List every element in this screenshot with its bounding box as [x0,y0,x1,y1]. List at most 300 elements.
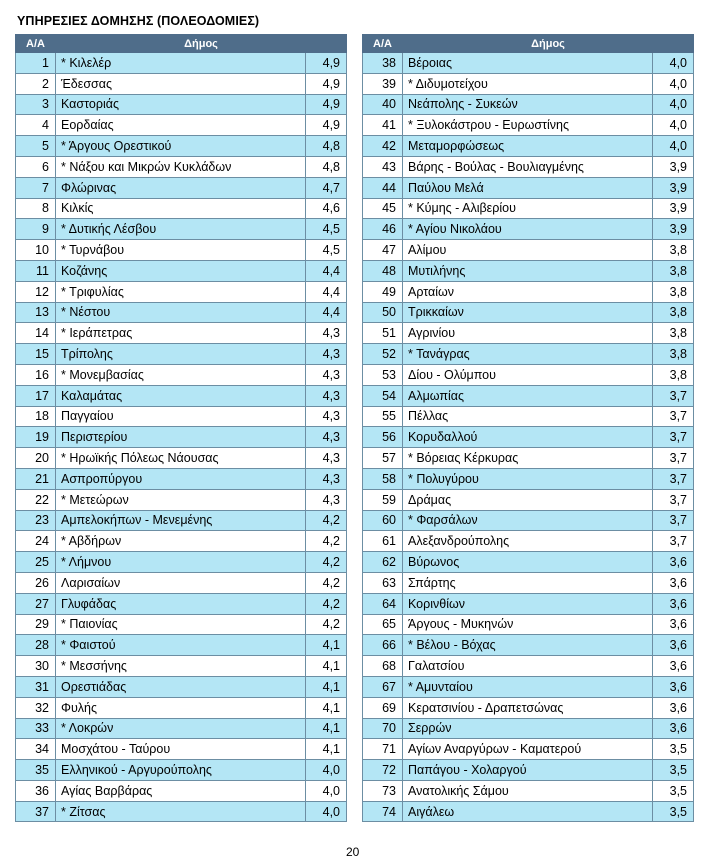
row-number-cell: 18 [16,406,56,427]
score-cell: 3,9 [653,156,694,177]
row-number-cell: 7 [16,177,56,198]
score-cell: 4,8 [306,156,347,177]
municipality-name-cell: Σερρών [403,718,653,739]
table-body-right [363,53,694,822]
table-row [16,552,347,573]
table-row [363,73,694,94]
municipality-name-cell: * Ηρωϊκής Πόλεως Νάουσας [56,448,306,469]
row-number-cell: 61 [363,531,403,552]
row-number-cell: 20 [16,448,56,469]
table-row [16,448,347,469]
row-number-cell: 23 [16,510,56,531]
row-number-cell: 17 [16,385,56,406]
row-number-cell: 45 [363,198,403,219]
row-number-cell: 39 [363,73,403,94]
score-cell: 3,7 [653,468,694,489]
score-cell: 4,5 [306,240,347,261]
score-cell: 4,3 [306,344,347,365]
table-row [16,635,347,656]
table-row [363,136,694,157]
score-cell: 4,2 [306,510,347,531]
municipality-name-cell: * Ξυλοκάστρου - Ευρωστίνης [403,115,653,136]
score-cell: 4,1 [306,676,347,697]
municipality-name-cell: Αλεξανδρούπολης [403,531,653,552]
table-row [363,760,694,781]
score-cell: 3,6 [653,614,694,635]
score-cell: 4,7 [306,177,347,198]
table-row [363,281,694,302]
score-cell: 4,8 [306,136,347,157]
municipality-name-cell: * Φαιστού [56,635,306,656]
row-number-cell: 4 [16,115,56,136]
score-cell: 3,7 [653,531,694,552]
score-cell: 3,9 [653,198,694,219]
municipality-name-cell: Ορεστιάδας [56,676,306,697]
table-row [16,468,347,489]
table-row [363,198,694,219]
municipality-name-cell: Εορδαίας [56,115,306,136]
score-cell: 3,7 [653,385,694,406]
table-row [16,240,347,261]
score-cell: 4,2 [306,552,347,573]
row-number-cell: 35 [16,760,56,781]
score-cell: 3,7 [653,489,694,510]
table-row [16,780,347,801]
row-number-cell: 27 [16,593,56,614]
score-cell: 3,8 [653,364,694,385]
municipality-name-cell: Βέροιας [403,53,653,74]
municipality-name-cell: Κιλκίς [56,198,306,219]
table-row [16,593,347,614]
row-number-cell: 52 [363,344,403,365]
municipality-name-cell: * Αγίου Νικολάου [403,219,653,240]
table-row [363,406,694,427]
table-row [16,115,347,136]
municipality-name-cell: * Νάξου και Μικρών Κυκλάδων [56,156,306,177]
row-number-cell: 16 [16,364,56,385]
table-row [16,177,347,198]
score-cell: 3,6 [653,552,694,573]
table-row [363,572,694,593]
score-cell: 4,2 [306,572,347,593]
row-number-cell: 70 [363,718,403,739]
row-number-cell: 14 [16,323,56,344]
row-number-cell: 40 [363,94,403,115]
row-number-cell: 65 [363,614,403,635]
municipality-name-cell: * Μετεώρων [56,489,306,510]
municipality-name-cell: * Φαρσάλων [403,510,653,531]
municipality-name-cell: Πέλλας [403,406,653,427]
municipality-name-cell: * Ιεράπετρας [56,323,306,344]
table-row [16,53,347,74]
municipality-name-cell: * Παιονίας [56,614,306,635]
score-cell: 4,3 [306,385,347,406]
row-number-cell: 51 [363,323,403,344]
row-number-cell: 56 [363,427,403,448]
municipality-name-cell: Κερατσινίου - Δραπετσώνας [403,697,653,718]
municipality-name-cell: Αιγάλεω [403,801,653,822]
row-number-cell: 8 [16,198,56,219]
municipality-name-cell: Καλαμάτας [56,385,306,406]
row-number-cell: 71 [363,739,403,760]
score-cell: 4,2 [306,531,347,552]
table-row [16,94,347,115]
row-number-cell: 9 [16,219,56,240]
table-row [16,676,347,697]
row-number-cell: 3 [16,94,56,115]
municipality-name-cell: Μυτιλήνης [403,260,653,281]
row-number-cell: 25 [16,552,56,573]
row-number-cell: 24 [16,531,56,552]
score-cell: 3,6 [653,593,694,614]
row-number-cell: 5 [16,136,56,157]
table-row [363,115,694,136]
score-cell: 3,8 [653,302,694,323]
municipality-name-cell: * Λοκρών [56,718,306,739]
table-row [16,219,347,240]
table-row [363,510,694,531]
table-row [16,614,347,635]
row-number-cell: 46 [363,219,403,240]
table-row [16,302,347,323]
municipality-name-cell: * Τριφυλίας [56,281,306,302]
table-row [16,385,347,406]
municipality-name-cell: * Κιλελέρ [56,53,306,74]
municipality-name-cell: Τρικκαίων [403,302,653,323]
row-number-cell: 6 [16,156,56,177]
municipality-name-cell: Αλμωπίας [403,385,653,406]
municipality-name-cell: * Αμυνταίου [403,676,653,697]
row-number-cell: 60 [363,510,403,531]
row-number-cell: 37 [16,801,56,822]
score-cell: 4,2 [306,593,347,614]
municipality-name-cell: Κορυδαλλού [403,427,653,448]
score-cell: 4,4 [306,302,347,323]
table-row [363,468,694,489]
table-body-left [16,53,347,822]
score-cell: 3,5 [653,760,694,781]
table-row [363,302,694,323]
row-number-cell: 32 [16,697,56,718]
municipality-name-cell: Ανατολικής Σάμου [403,780,653,801]
score-cell: 4,0 [306,780,347,801]
municipality-name-cell: * Τανάγρας [403,344,653,365]
score-cell: 3,5 [653,801,694,822]
table-row [16,531,347,552]
column-header-name: Δήμος [403,35,694,53]
table-row [16,406,347,427]
row-number-cell: 41 [363,115,403,136]
municipality-name-cell: * Διδυμοτείχου [403,73,653,94]
score-cell: 3,5 [653,780,694,801]
score-cell: 4,0 [653,94,694,115]
score-cell: 4,1 [306,718,347,739]
score-cell: 4,4 [306,260,347,281]
score-cell: 4,9 [306,115,347,136]
table-row [16,260,347,281]
municipality-name-cell: Λαρισαίων [56,572,306,593]
municipality-name-cell: Αγίας Βαρβάρας [56,780,306,801]
score-cell: 3,9 [653,177,694,198]
table-row [16,739,347,760]
score-cell: 4,0 [653,115,694,136]
municipality-name-cell: Αλίμου [403,240,653,261]
score-cell: 3,7 [653,406,694,427]
table-row [363,593,694,614]
row-number-cell: 72 [363,760,403,781]
score-cell: 4,3 [306,406,347,427]
score-cell: 4,2 [306,614,347,635]
table-row [16,697,347,718]
row-number-cell: 42 [363,136,403,157]
table-row [363,801,694,822]
score-cell: 4,0 [653,53,694,74]
row-number-cell: 64 [363,593,403,614]
score-cell: 3,6 [653,697,694,718]
municipality-name-cell: Γαλατσίου [403,656,653,677]
municipality-name-cell: Ελληνικού - Αργυρούπολης [56,760,306,781]
table-row [16,718,347,739]
row-number-cell: 15 [16,344,56,365]
municipality-name-cell: Παπάγου - Χολαργού [403,760,653,781]
row-number-cell: 53 [363,364,403,385]
row-number-cell: 74 [363,801,403,822]
table-row [363,260,694,281]
row-number-cell: 28 [16,635,56,656]
municipality-name-cell: Ασπροπύργου [56,468,306,489]
score-cell: 4,3 [306,364,347,385]
score-cell: 3,8 [653,260,694,281]
table-header-row [363,35,694,53]
municipality-name-cell: * Μεσσήνης [56,656,306,677]
municipality-name-cell: Κοζάνης [56,260,306,281]
score-cell: 3,9 [653,219,694,240]
table-row [16,198,347,219]
score-cell: 3,8 [653,281,694,302]
score-cell: 4,9 [306,53,347,74]
score-cell: 4,0 [306,760,347,781]
table-row [16,656,347,677]
municipality-name-cell: * Μονεμβασίας [56,364,306,385]
table-row [363,156,694,177]
municipality-name-cell: Παγγαίου [56,406,306,427]
row-number-cell: 55 [363,406,403,427]
row-number-cell: 26 [16,572,56,593]
municipality-name-cell: Φυλής [56,697,306,718]
table-row [363,656,694,677]
municipality-name-cell: * Βέλου - Βόχας [403,635,653,656]
table-row [16,281,347,302]
row-number-cell: 31 [16,676,56,697]
row-number-cell: 36 [16,780,56,801]
row-number-cell: 33 [16,718,56,739]
score-cell: 3,8 [653,323,694,344]
table-row [363,489,694,510]
table-row [363,240,694,261]
row-number-cell: 44 [363,177,403,198]
table-row [363,177,694,198]
table-row [16,572,347,593]
municipality-name-cell: * Βόρειας Κέρκυρας [403,448,653,469]
municipality-name-cell: Γλυφάδας [56,593,306,614]
table-row [363,780,694,801]
table-row [363,552,694,573]
municipality-name-cell: Αμπελοκήπων - Μενεμένης [56,510,306,531]
score-cell: 4,5 [306,219,347,240]
municipality-name-cell: Μοσχάτου - Ταύρου [56,739,306,760]
table-row [16,489,347,510]
score-cell: 3,8 [653,240,694,261]
row-number-cell: 69 [363,697,403,718]
row-number-cell: 54 [363,385,403,406]
row-number-cell: 49 [363,281,403,302]
table-row [16,156,347,177]
municipality-name-cell: Αγίων Αναργύρων - Καματερού [403,739,653,760]
municipality-name-cell: Περιστερίου [56,427,306,448]
score-cell: 4,9 [306,94,347,115]
table-row [363,676,694,697]
table-row [363,718,694,739]
row-number-cell: 38 [363,53,403,74]
municipality-name-cell: Παύλου Μελά [403,177,653,198]
score-cell: 4,3 [306,468,347,489]
row-number-cell: 50 [363,302,403,323]
table-row [16,323,347,344]
municipality-name-cell: * Πολυγύρου [403,468,653,489]
score-cell: 4,1 [306,697,347,718]
municipality-name-cell: Δράμας [403,489,653,510]
score-cell: 3,6 [653,635,694,656]
table-row [363,94,694,115]
row-number-cell: 59 [363,489,403,510]
table-row [363,364,694,385]
score-cell: 4,1 [306,656,347,677]
score-cell: 4,3 [306,323,347,344]
page-title: ΥΠΗΡΕΣΙΕΣ ΔΟΜΗΣΗΣ (ΠΟΛΕΟΔΟΜΙΕΣ) [17,14,260,28]
municipality-name-cell: * Δυτικής Λέσβου [56,219,306,240]
score-cell: 3,6 [653,656,694,677]
score-cell: 4,3 [306,427,347,448]
column-header-no: Α/Α [16,35,56,53]
table-row [16,760,347,781]
row-number-cell: 66 [363,635,403,656]
municipality-name-cell: Αρταίων [403,281,653,302]
score-cell: 3,6 [653,572,694,593]
table-header-row [16,35,347,53]
municipality-name-cell: * Τυρνάβου [56,240,306,261]
column-header-name: Δήμος [56,35,347,53]
table-row [363,635,694,656]
municipality-name-cell: Σπάρτης [403,572,653,593]
municipality-name-cell: Καστοριάς [56,94,306,115]
municipality-name-cell: * Ζίτσας [56,801,306,822]
municipality-name-cell: * Νέστου [56,302,306,323]
score-cell: 4,0 [306,801,347,822]
row-number-cell: 30 [16,656,56,677]
row-number-cell: 47 [363,240,403,261]
row-number-cell: 34 [16,739,56,760]
score-cell: 4,0 [653,136,694,157]
municipality-name-cell: Αγρινίου [403,323,653,344]
table-row [16,73,347,94]
score-cell: 3,5 [653,739,694,760]
score-cell: 3,8 [653,344,694,365]
row-number-cell: 13 [16,302,56,323]
table-row [363,219,694,240]
score-cell: 4,3 [306,489,347,510]
municipality-name-cell: Νεάπολης - Συκεών [403,94,653,115]
table-row [16,801,347,822]
score-cell: 4,4 [306,281,347,302]
row-number-cell: 48 [363,260,403,281]
table-row [363,739,694,760]
municipality-name-cell: Έδεσσας [56,73,306,94]
score-cell: 4,3 [306,448,347,469]
table-row [363,53,694,74]
row-number-cell: 58 [363,468,403,489]
table-row [363,697,694,718]
table-row [16,427,347,448]
municipality-name-cell: * Κύμης - Αλιβερίου [403,198,653,219]
municipality-name-cell: * Άργους Ορεστικού [56,136,306,157]
table-row [363,531,694,552]
municipality-name-cell: Φλώρινας [56,177,306,198]
table-row [16,364,347,385]
score-cell: 3,6 [653,718,694,739]
municipality-name-cell: Βύρωνος [403,552,653,573]
row-number-cell: 10 [16,240,56,261]
score-cell: 3,7 [653,510,694,531]
row-number-cell: 21 [16,468,56,489]
table-row [363,614,694,635]
score-cell: 3,7 [653,427,694,448]
ranking-table-left [15,34,347,822]
row-number-cell: 62 [363,552,403,573]
row-number-cell: 29 [16,614,56,635]
row-number-cell: 68 [363,656,403,677]
table-row [363,323,694,344]
score-cell: 4,6 [306,198,347,219]
municipality-name-cell: Τρίπολης [56,344,306,365]
score-cell: 4,9 [306,73,347,94]
score-cell: 3,6 [653,676,694,697]
table-row [16,510,347,531]
row-number-cell: 11 [16,260,56,281]
row-number-cell: 2 [16,73,56,94]
municipality-name-cell: * Λήμνου [56,552,306,573]
table-row [363,385,694,406]
row-number-cell: 57 [363,448,403,469]
municipality-name-cell: Βάρης - Βούλας - Βουλιαγμένης [403,156,653,177]
score-cell: 4,1 [306,739,347,760]
row-number-cell: 73 [363,780,403,801]
column-header-no: Α/Α [363,35,403,53]
row-number-cell: 19 [16,427,56,448]
row-number-cell: 12 [16,281,56,302]
municipality-name-cell: Κορινθίων [403,593,653,614]
municipality-name-cell: Μεταμορφώσεως [403,136,653,157]
municipality-name-cell: Δίου - Ολύμπου [403,364,653,385]
score-cell: 3,7 [653,448,694,469]
score-cell: 4,0 [653,73,694,94]
score-cell: 4,1 [306,635,347,656]
row-number-cell: 1 [16,53,56,74]
row-number-cell: 22 [16,489,56,510]
row-number-cell: 67 [363,676,403,697]
row-number-cell: 43 [363,156,403,177]
row-number-cell: 63 [363,572,403,593]
table-row [363,427,694,448]
